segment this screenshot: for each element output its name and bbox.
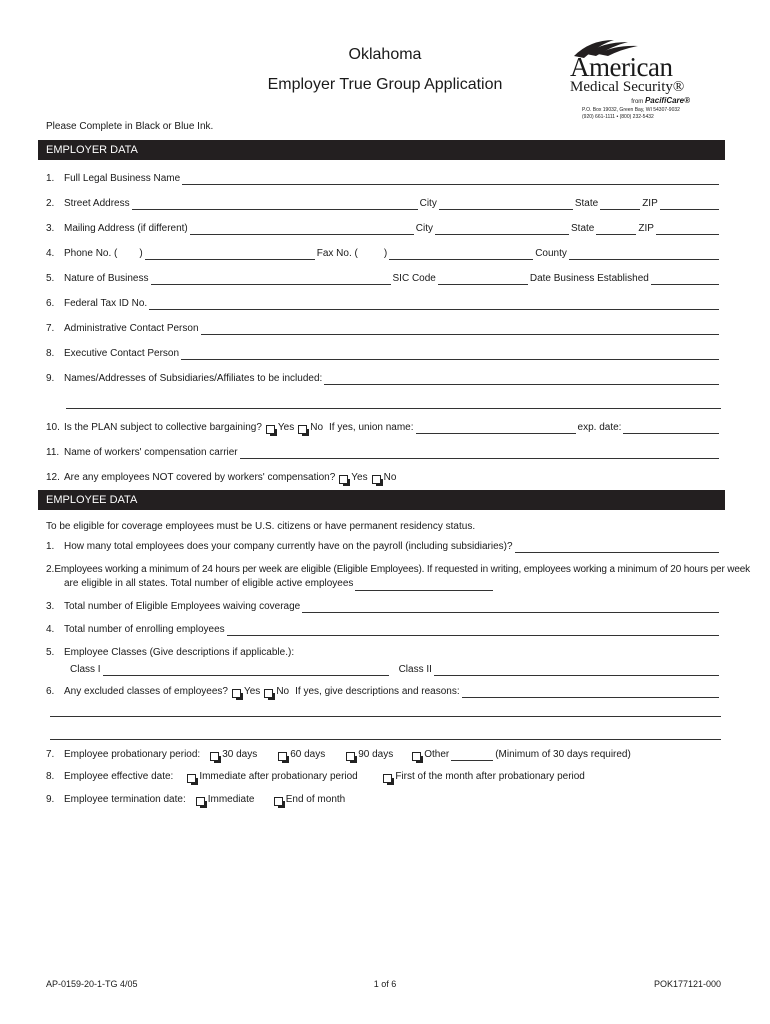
eligibility-note: To be eligible for coverage employees must be U.S. citizens or have permanent residency status. [46,521,476,532]
city-field[interactable] [439,199,573,210]
option-label: End of month [285,794,346,805]
no-label: No [310,422,324,433]
workers-comp-no-checkbox[interactable] [372,475,381,484]
q2-line2 [46,577,726,591]
business-name-field[interactable] [182,174,719,185]
employer-q7 [46,323,721,335]
section-header-employer: EMPLOYER DATA [38,140,725,160]
workers-comp-yes-checkbox[interactable] [339,475,348,484]
termination-end-of-month-checkbox[interactable] [274,797,283,806]
date-established-field[interactable] [651,274,719,285]
question-number: 9. [46,794,55,805]
logo-word-american: American [570,52,673,82]
employee-q6 [46,686,721,698]
fax-field[interactable] [389,249,533,260]
termination-immediate-checkbox[interactable] [196,797,205,806]
no-label: No [383,472,397,483]
question-number: 9. [46,373,55,384]
sic-code-field[interactable] [438,274,528,285]
zip-field[interactable] [660,199,719,210]
excluded-reasons-line3[interactable] [50,739,721,740]
field-label: Total number of Eligible Employees waiving coverage [64,601,301,612]
total-employees-field[interactable] [515,542,719,553]
employee-q1 [46,541,721,553]
employee-classes-row [70,664,721,676]
option-label: 60 days [290,749,326,760]
excluded-reasons-line2[interactable] [50,716,721,717]
employer-q2 [46,198,721,210]
effective-first-of-month-checkbox[interactable] [383,774,392,783]
field-label: Any excluded classes of employees? [64,686,228,697]
employer-q11 [46,447,721,459]
field-label: Total number of enrolling employees [64,624,225,635]
question-number: 6. [46,686,55,697]
phone-close-paren: ) [139,248,143,259]
excluded-reasons-field[interactable] [462,687,719,698]
subsidiaries-field[interactable] [324,374,719,385]
nature-of-business-field[interactable] [151,274,391,285]
mailing-state-field[interactable] [596,224,636,235]
street-address-field[interactable] [132,199,418,210]
field-label: Full Legal Business Name [64,173,181,184]
field-label: Employees working a minimum of 24 hours per week are eligible (Eligible Employees). If requested in writing, employees working a minimum of 20 hours per week [54,564,751,575]
workers-comp-carrier-field[interactable] [240,448,719,459]
fax-label: Fax No. ( [316,248,358,259]
executive-contact-field[interactable] [181,349,719,360]
eligible-employees-field[interactable] [355,580,493,591]
question-number: 8. [46,771,55,782]
employer-q3 [46,223,721,235]
phone-label: Phone No. ( [64,248,118,259]
no-label: No [276,686,290,697]
employee-q5 [46,647,721,659]
probation-note: (Minimum of 30 days required) [495,749,631,760]
employer-q12 [46,472,721,484]
probation-60-checkbox[interactable] [278,752,287,761]
option-label: Immediate [207,794,255,805]
employer-q5 [46,273,721,285]
union-name-field[interactable] [416,423,576,434]
question-number: 8. [46,348,55,359]
probation-other-checkbox[interactable] [412,752,421,761]
field-label: Employee termination date: [64,794,186,805]
yes-label: Yes [277,422,295,433]
company-logo [570,36,730,121]
city-label: City [415,223,433,234]
union-name-label: If yes, union name: [329,422,414,433]
question-number: 12. [46,472,60,483]
question-number: 3. [46,223,55,234]
question-number: 1. [46,541,55,552]
logo-word-medical-security: Medical Security® [570,79,685,95]
employer-q1 [46,173,721,185]
page-number: 1 of 6 [373,979,397,989]
employer-q6 [46,298,721,310]
field-label: Are any employees NOT covered by workers' compensation? [64,472,336,483]
employee-q2 [46,563,751,591]
probation-other-field[interactable] [451,750,493,761]
state-label: State [571,223,595,234]
admin-contact-field[interactable] [201,324,719,335]
sic-label: SIC Code [392,273,436,284]
exp-date-label: exp. date: [577,422,622,433]
bargaining-yes-checkbox[interactable] [266,425,275,434]
employee-q4 [46,624,721,636]
employer-q10 [46,422,721,434]
class-ii-label: Class II [398,664,432,675]
field-label: Administrative Contact Person [64,323,199,334]
question-number: 10. [46,422,60,433]
employer-q8 [46,348,721,360]
state-label: State [574,198,599,209]
effective-immediate-checkbox[interactable] [187,774,196,783]
option-label: Immediate after probationary period [199,771,358,782]
form-title: Employer True Group Application [267,76,503,93]
logo-phone: (920) 661-1111 • (800) 232-5432 [582,114,654,120]
waiving-coverage-field[interactable] [302,602,719,613]
logo-from-brand: PacifiCare® [644,96,690,105]
employee-q3 [46,601,721,613]
phone-field[interactable] [145,249,315,260]
question-number: 4. [46,624,55,635]
form-reference: POK177121-000 [653,979,721,989]
employee-q8 [46,771,721,783]
ink-instruction: Please Complete in Black or Blue Ink. [46,121,214,132]
mailing-zip-field[interactable] [656,224,719,235]
question-number: 5. [46,273,55,284]
city-label: City [419,198,437,209]
question-number: 4. [46,248,55,259]
field-label: Street Address [64,198,130,209]
excluded-yes-checkbox[interactable] [232,689,241,698]
employer-q9 [46,373,721,385]
state-field[interactable] [600,199,640,210]
subsidiaries-field-line2[interactable] [66,408,721,409]
yes-label: Yes [243,686,261,697]
field-label: Federal Tax ID No. [64,298,148,309]
q2-line1 [46,563,751,577]
mailing-city-field[interactable] [435,224,569,235]
date-established-label: Date Business Established [529,273,649,284]
question-number: 6. [46,298,55,309]
yes-label: Yes [351,472,368,483]
option-label: Other [424,749,450,760]
probation-90-checkbox[interactable] [346,752,355,761]
employer-q4 [46,248,721,260]
bargaining-no-checkbox[interactable] [298,425,307,434]
logo-address: P.O. Box 19032, Green Bay, WI 54307-9032 [582,107,680,113]
probation-30-checkbox[interactable] [210,752,219,761]
class-ii-field[interactable] [434,665,719,676]
zip-label: ZIP [642,198,658,209]
question-number: 3. [46,601,55,612]
class-i-label: Class I [70,664,101,675]
option-label: 30 days [222,749,258,760]
logo-from-text: from [631,99,644,105]
field-label: Is the PLAN subject to collective bargaining? [64,422,262,433]
county-label: County [535,248,567,259]
county-field[interactable] [569,249,719,260]
tax-id-field[interactable] [149,299,719,310]
field-label: Employee effective date: [64,771,174,782]
exp-date-field[interactable] [623,423,719,434]
field-label: Executive Contact Person [64,348,180,359]
mailing-address-field[interactable] [190,224,414,235]
employee-q9 [46,794,721,806]
field-label: How many total employees does your company currently have on the payroll (including subsidiaries)? [64,541,513,552]
form-code: AP-0159-20-1-TG 4/05 [46,979,138,989]
field-label: are eligible in all states. Total number of eligible active employees [64,578,354,589]
employee-q7 [46,749,721,761]
field-label: Names/Addresses of Subsidiaries/Affiliates to be included: [64,373,323,384]
question-number: 5. [46,647,55,658]
question-number: 1. [46,173,55,184]
zip-label: ZIP [638,223,654,234]
field-label: Employee Classes (Give descriptions if applicable.): [64,647,295,658]
question-number: 11. [46,447,60,458]
question-number: 7. [46,749,55,760]
field-label: Nature of Business [64,273,149,284]
fax-close-paren: ) [383,248,388,259]
reasons-label: If yes, give descriptions and reasons: [295,686,460,697]
logo-from [570,96,730,105]
field-label: Employee probationary period: [64,749,201,760]
enrolling-employees-field[interactable] [227,625,719,636]
option-label: First of the month after probationary period [395,771,585,782]
form-title-state: Oklahoma [348,46,422,63]
field-label: Name of workers' compensation carrier [64,447,238,458]
question-number: 2. [46,564,55,575]
class-i-field[interactable] [103,665,389,676]
excluded-no-checkbox[interactable] [264,689,273,698]
option-label: 90 days [358,749,394,760]
field-label: Mailing Address (if different) [64,223,188,234]
question-number: 7. [46,323,55,334]
question-number: 2. [46,198,55,209]
section-header-employee: EMPLOYEE DATA [38,490,725,510]
